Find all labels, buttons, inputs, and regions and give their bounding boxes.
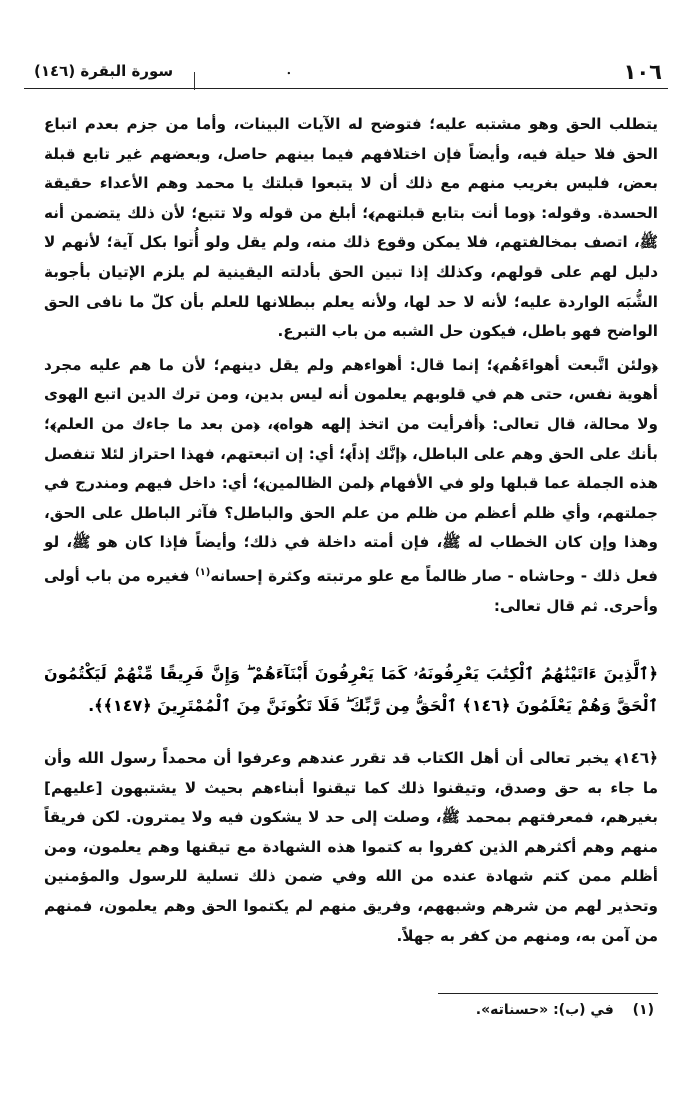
commentary-paragraph: ﴿١٤٦﴾ يخبر تعالى أن أهل الكتاب قد تقرر عندهم وعرفوا أن محمداً رسول الله وأن ما جاء به حق وصدق، وتيقنوا ذلك كما تيقنوا أبناءهم بحيث لا يشتبهون [عليهم] بغيرهم، فمعرفتهم بمحمد ﷺ، وصلت إلى حد لا يشكون فيه ولا يمترون. لكن فريقاً منهم وهم أكثرهم الذين كفروا به كتموا هذه الشهادة مع تيقنها وهم يعلمون، ومن أظلم ممن كتم شهادة عنده من الله وفي ضمن ذلك تسلية للرسول والمؤمنين وتحذير لهم من شرهم وشبههم، وفريق منهم لم يكتموا الحق وهم يعلمون، فمنهم من آمن به، ومنهم من كفر به جهلاً.: [44, 749, 658, 945]
page-number: ١٠٦: [623, 60, 662, 84]
surah-title: سورة البقرة (١٤٦): [34, 62, 174, 80]
footnote-number: (١): [632, 1002, 654, 1018]
header-dot: .: [286, 58, 292, 79]
main-text: [44, 110, 658, 621]
paragraph: يتطلب الحق وهو مشتبه عليه؛ فتوضح له الآيات البينات، وأما من جزم بعدم اتباع الحق فلا حيلة فيه، وأيضاً فإن اختلافهم فيما بينهم حاصل، وبعضهم غير تابع قبلة بعض، فليس بغريب منهم مع ذلك أن لا يتبعوا قبلتك يا محمد وهم الأعداء حقيقة الحسدة. وقوله: ﴿وما أنت بتابع قبلتهم﴾؛ أبلغ من قوله ولا تتبع؛ لأن ذلك يتضمن أنه ﷺ، اتصف بمخالفتهم، فلا يمكن وقوع ذلك منه، ولم يقل ولو أُتوا بكل آية؛ لأنهم لا دليل لهم على قولهم، وكذلك إذا تبين الحق بأدلته اليقينية لم يلزم الإتيان بأجوبة الشُّبَه الواردة عليه؛ لأنه لا حد لها، ولأنه يعلم ببطلانها للعلم بأن كلّ ما نافى الحق الواضح فهو باطل، فيكون حل الشبه من باب التبرع.: [44, 115, 658, 341]
page-header: [24, 58, 668, 89]
paragraph: [44, 351, 658, 621]
paragraph-tail: فغيره من باب أولى وأحرى. ثم قال تعالى:: [44, 566, 658, 615]
header-tick: [194, 72, 195, 90]
footnote-text: في (ب): «حسناته».: [475, 1002, 614, 1018]
footnote: [476, 1002, 654, 1018]
paragraph-text: ﴿ولئن اتَّبعت أهواءَهُم﴾؛ إنما قال: أهواءهم ولم يقل دينهم؛ لأن ما هم عليه مجرد أهوية نفس، حتى هم في قلوبهم يعلمون أنه ليس بدين، ومن ترك الدين اتبع الهوى ولا محالة، قال تعالى: ﴿أفرأيت من اتخذ إلهه هواه﴾، ﴿من بعد ما جاءك من العلم﴾؛ بأنك على الحق وهم على الباطل، ﴿إنَّك إذاً﴾؛ أي: إن اتبعتهم، فهذا احتراز لئلا تنفصل هذه الجملة عما قبلها ولو في الأفهام ﴿لمن الظالمين﴾؛ أي: داخل فيهم ومندرج في جملتهم، وأي ظلم أعظم من ظلم من علم الحق والباطل؟ فآثر الباطل على الحق، وهذا وإن كان الخطاب له ﷺ، فإن أمته داخلة في ذلك؛ وأيضاً فإذا كان هو ﷺ، لو فعل ذلك - وحاشاه - صار ظالماً مع علو مرتبته وكثرة إحسانه: [44, 355, 658, 585]
commentary-text: [44, 744, 658, 951]
footnote-marker: (١): [195, 566, 211, 578]
quran-verse: ﴿ٱلَّذِينَ ءَاتَيْنَٰهُمُ ٱلْكِتَٰبَ يَعْرِفُونَهُۥ كَمَا يَعْرِفُونَ أَبْنَآءَهُمْ ۖ وَإِنَّ فَرِيقًا مِّنْهُمْ لَيَكْتُمُونَ ٱلْحَقَّ وَهُمْ يَعْلَمُونَ ﴿١٤٦﴾ ٱلْحَقُّ مِن رَّبِّكَ ۖ فَلَا تَكُونَنَّ مِنَ ٱلْمُمْتَرِينَ ﴿١٤٧﴾﴾.: [44, 664, 658, 715]
footnote-rule: [438, 993, 658, 994]
